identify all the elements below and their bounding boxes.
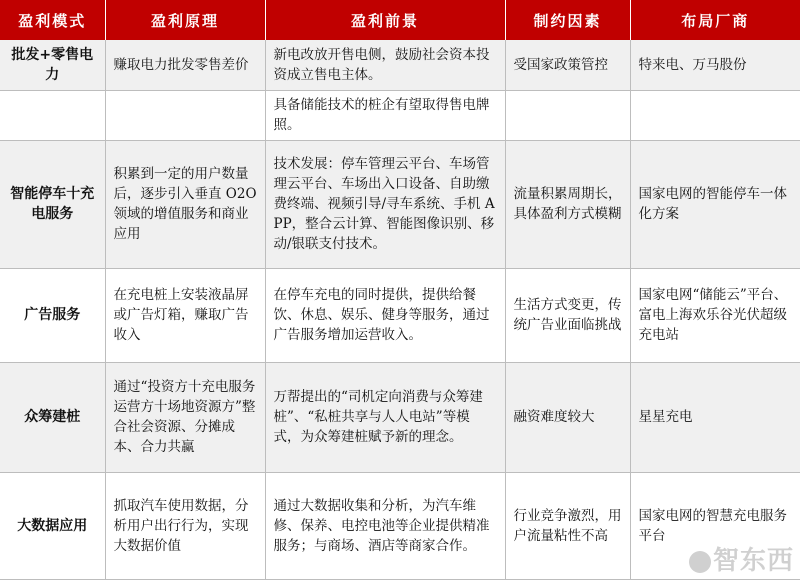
row-constraint: 生活方式变更，传统广告业面临挑战 [505, 268, 630, 362]
row-mode: 广告服务 [0, 268, 105, 362]
row-constraint: 流量积累周期长，具体盈利方式模糊 [505, 140, 630, 268]
row-mode: 大数据应用 [0, 472, 105, 579]
row-principle: 在充电桩上安装液晶屏或广告灯箱，赚取广告收入 [105, 268, 265, 362]
header-profit-principle: 盈利原理 [105, 0, 265, 40]
row-constraint [505, 90, 630, 140]
header-vendors: 布局厂商 [630, 0, 800, 40]
watermark-text: 智东西 [712, 546, 794, 576]
row-principle: 积累到一定的用户数量后，逐步引入垂直 O2O 领域的增值服务和商业应用 [105, 140, 265, 268]
table-row [0, 40, 800, 90]
header-profit-prospect: 盈利前景 [265, 0, 505, 40]
row-principle: 通过“投资方十充电服务运营方十场地资源方”整合社会资源、分摊成本、合力共赢 [105, 362, 265, 472]
row-vendors: 国家电网的智慧充电服务平台 [630, 472, 800, 579]
row-mode: 智能停车十充电服务 [0, 140, 105, 268]
row-prospect: 新电改放开售电侧，鼓励社会资本投资成立售电主体。 [265, 40, 505, 90]
row-principle: 抓取汽车使用数据，分析用户出行行为，实现大数据价值 [105, 472, 265, 579]
row-constraint: 受国家政策管控 [505, 40, 630, 90]
table-row [0, 140, 800, 268]
row-prospect: 万帮提出的“司机定向消费与众筹建桩”、“私桩共享与人人电站”等模式，为众筹建桩赋予新的理念。 [265, 362, 505, 472]
table-header-row [0, 0, 800, 40]
table-row [0, 362, 800, 472]
row-vendors [630, 90, 800, 140]
table-row [0, 90, 800, 140]
row-mode: 批发+零售电力 [0, 40, 105, 90]
row-prospect: 具备储能技术的桩企有望取得售电牌照。 [265, 90, 505, 140]
row-vendors: 特来电、万马股份 [630, 40, 800, 90]
row-mode: 众筹建桩 [0, 362, 105, 472]
row-principle: 赚取电力批发零售差价 [105, 40, 265, 90]
row-vendors: 星星充电 [630, 362, 800, 472]
table-row [0, 268, 800, 362]
row-prospect: 在停车充电的同时提供，提供给餐饮、休息、娱乐、健身等服务，通过广告服务增加运营收入。 [265, 268, 505, 362]
watermark-icon [689, 551, 711, 573]
row-mode [0, 90, 105, 140]
row-vendors: 国家电网“储能云”平台、富电上海欢乐谷光伏超级充电站 [630, 268, 800, 362]
header-profit-mode: 盈利模式 [0, 0, 105, 40]
row-constraint: 行业竞争激烈，用户流量粘性不高 [505, 472, 630, 579]
row-principle [105, 90, 265, 140]
row-vendors: 国家电网的智能停车一体化方案 [630, 140, 800, 268]
watermark-logo [689, 540, 794, 577]
row-constraint: 融资难度较大 [505, 362, 630, 472]
row-prospect: 技术发展：停车管理云平台、车场管理云平台、车场出入口设备、自助缴费终端、视频引导/寻车系统、手机 APP，整合云计算、智能图像识别、移动/银联支付技术。 [265, 140, 505, 268]
table-row [0, 472, 800, 579]
row-prospect: 通过大数据收集和分析，为汽车维修、保养、电控电池等企业提供精准服务；与商场、酒店等商家合作。 [265, 472, 505, 579]
header-constraint: 制约因素 [505, 0, 630, 40]
